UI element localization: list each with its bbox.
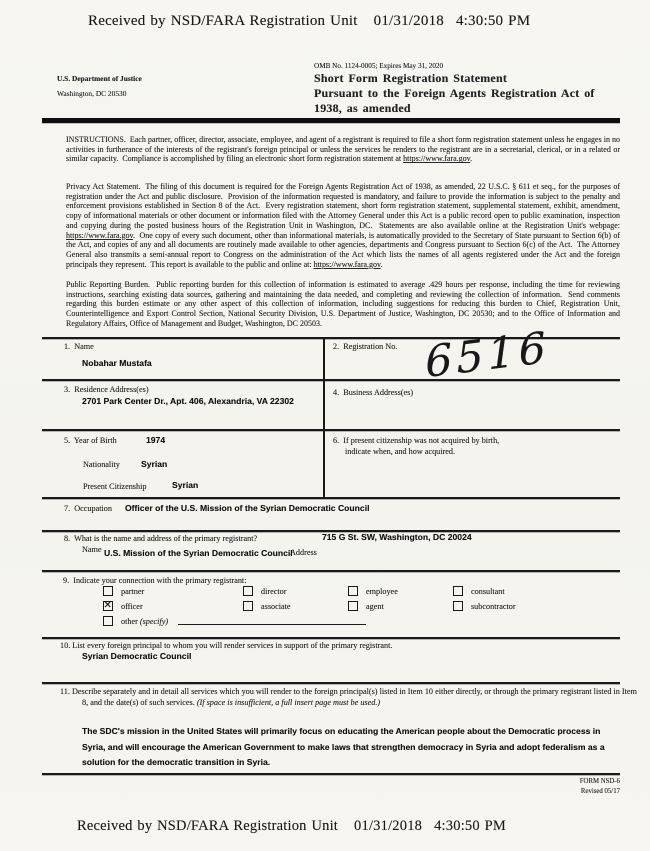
partner-label: partner [121, 586, 145, 596]
item8-name-value: U.S. Mission of the Syrian Democratic Council [104, 548, 293, 558]
item8-name-label: Name [82, 545, 102, 554]
nationality-value: Syrian [141, 459, 168, 469]
received-time: 4:30:50 PM [455, 13, 531, 29]
agency-city: Washington, DC 20530 [57, 89, 127, 98]
citizenship-label: Present Citizenship [83, 482, 147, 491]
item5-value: 1974 [146, 435, 166, 445]
privacy-text-1: Privacy Act Statement. The filing of this document is required for the Foreign Agents Registration Act of 1938, as amended, 22 U.S.C. § 611 et seq., for the purposes of registration under the Act and public disclosure. Provision of the information requested is mandatory, and failure to provide the information is subject to the penalty and enforcement provisions established in Section 8 of the Act. Every registration statement, short form registration statement, supplemental statement, exhibit, amendment, copy of informational materials or other document or information filed with the Attorney General under this Act is a public record open to public examination, inspection and copying during the posted business hours of the Registration Unit in Washington, DC. Statements are also available online at the Registration Unit's webpage: [66, 182, 622, 230]
row-divider-6 [42, 637, 620, 639]
item11-label [60, 686, 640, 708]
privacy-text-3: . [380, 259, 383, 269]
officer-checkbox-icon[interactable] [103, 601, 113, 611]
checkbox-subcontractor[interactable] [453, 601, 516, 611]
fara-link-2[interactable]: https://www.fara.gov [66, 230, 133, 240]
agency-name: U.S. Department of Justice [57, 74, 142, 83]
subcontractor-checkbox-icon[interactable] [453, 601, 463, 611]
employee-label: employee [366, 586, 398, 596]
item11-label-italic: (If space is insufficient, a full insert page must be used.) [196, 698, 381, 707]
checkbox-other[interactable] [103, 616, 366, 626]
header-rule [42, 118, 620, 123]
item1-value: Nobahar Mustafa [82, 358, 152, 368]
privacy-paragraph [66, 182, 620, 269]
form-title-line1: Short Form Registration Statement [314, 71, 508, 85]
row-divider-2 [42, 429, 620, 431]
connection-options [103, 586, 613, 634]
table-bottom-rule [42, 773, 620, 775]
item11-value: The SDC's mission in the United States will primarily focus on educating the American people about the Democratic process in Syria, and will encourage the American Government to make laws that strengthen democracy in Syria and adopt federalism as a solution for the democratic transition in Syria. [82, 726, 605, 767]
row-divider-7 [42, 682, 620, 684]
consultant-label: consultant [471, 586, 505, 596]
item6-label-line1: 6. If present citizenship was not acquired by birth, [333, 436, 500, 445]
item4-label: 4. Business Address(es) [333, 388, 414, 397]
item8-address-value: 715 G St. SW, Washington, DC 20024 [322, 532, 472, 542]
received-date: 01/31/2018 [373, 13, 444, 29]
employee-checkbox-icon[interactable] [348, 586, 358, 596]
form-title-line3: 1938, as amended [314, 101, 411, 115]
officer-label: officer [121, 601, 143, 611]
column-divider [323, 337, 325, 497]
checkbox-agent[interactable] [348, 601, 384, 611]
director-checkbox-icon[interactable] [243, 586, 253, 596]
other-checkbox-icon[interactable] [103, 616, 113, 626]
received-time-bottom: 4:30:50 PM [434, 818, 506, 834]
form-title-line2: Pursuant to the Foreign Agents Registration Act of [314, 86, 595, 100]
director-label: director [261, 586, 287, 596]
form-revision: Revised 05/17 [580, 787, 620, 795]
checkbox-employee[interactable] [348, 586, 398, 596]
item11-label-main: 11. Describe separately and in detail all services which you will render to the foreign principal(s) listed in Item 10 either directly, or through the primary registrant listed in Item 8, and the date(s) of such services. [60, 687, 637, 707]
item3-label: 3. Residence Address(es) [64, 385, 149, 394]
item7-value: Officer of the U.S. Mission of the Syrian Democratic Council [125, 503, 370, 513]
checkbox-officer[interactable] [103, 601, 143, 611]
partner-checkbox-icon[interactable] [103, 586, 113, 596]
row-divider-3 [42, 497, 620, 499]
other-label: other (specify) [121, 616, 169, 626]
registration-number-handwritten: 6516 [424, 322, 552, 389]
form-title [314, 71, 634, 116]
row-divider-5 [42, 570, 620, 572]
checkbox-director[interactable] [243, 586, 286, 596]
item2-label: 2. Registration No. [333, 342, 398, 351]
citizenship-value: Syrian [172, 480, 199, 490]
row-divider-1 [42, 379, 620, 381]
associate-label: associate [261, 601, 291, 611]
fara-link-3[interactable]: https://www.fara.gov [313, 259, 381, 269]
privacy-text-2: . One copy of every such document, other than informational materials, is automatically provided to the Secretary of State pursuant to Section 6(b) of the Act, and copies of any and all documents are routinely made available to other agencies, departments and Congress pursuant to Section 6(c) of the Act. The Attorney General also transmits a semi-annual report to Congress on the administration of the Act which lists the names of all agents registered under the Act and the foreign principals they represent. This report is available to the public and online at: [66, 230, 622, 269]
item5-label: 5. Year of Birth [64, 436, 117, 445]
subcontractor-label: subcontractor [471, 601, 516, 611]
agent-checkbox-icon[interactable] [348, 601, 358, 611]
instructions-text: INSTRUCTIONS. Each partner, officer, director, associate, employee, and agent of a registrant is required to file a short form registration statement unless he engages in no activities in furtherance of the interests of the registrant's foreign principal or unless the services he renders to the registrant are in a secretarial, clerical, or in a related or similar capacity. Compliance is accomplished by filing an electronic short form registration statement at [66, 135, 622, 164]
item6-label-line2: indicate when, and how acquired. [345, 447, 456, 456]
checkbox-partner[interactable] [103, 586, 144, 596]
other-specify-line[interactable] [178, 617, 366, 625]
agent-label: agent [366, 601, 384, 611]
item10-value: Syrian Democratic Council [82, 651, 192, 661]
item8-label: 8. What is the name and address of the primary registrant? [64, 534, 258, 543]
checkbox-associate[interactable] [243, 601, 291, 611]
associate-checkbox-icon[interactable] [243, 601, 253, 611]
form-footer [580, 777, 620, 796]
received-banner-top [88, 13, 530, 30]
nationality-label: Nationality [83, 460, 120, 469]
received-label-bottom: Received by NSD/FARA Registration Unit [77, 818, 339, 834]
item7-label: 7. Occupation [64, 504, 112, 513]
omb-line: OMB No. 1124-0005; Expires May 31, 2020 [314, 62, 444, 70]
burden-paragraph: Public Reporting Burden. Public reporting burden for this collection of information is estimated to average .429 hours per response, including the time for reviewing instructions, searching existing data sources, gathering and maintaining the data needed, and completing and reviewing the collection of information. Send comments regarding this burden estimate or any other aspect of this collection of information, including suggestions for reducing this burden to Chief, Registration Unit, Counterintelligence and Export Control Section, National Security Division, U.S. Department of Justice, Washington, DC 20530; and to the Office of Information and Regulatory Affairs, Office of Management and Budget, Washington, DC 20503. [66, 280, 622, 328]
item3-value: 2701 Park Center Dr., Apt. 406, Alexandria, VA 22302 [82, 396, 294, 406]
item10-label: 10. List every foreign principal to whom you will render services in support of the primary registrant. [60, 641, 393, 650]
received-banner-bottom [77, 818, 506, 835]
item9-label: 9. Indicate your connection with the primary registrant: [63, 576, 247, 585]
item1-label: 1. Name [64, 342, 94, 351]
fara-link[interactable]: https://www.fara.gov [403, 154, 471, 164]
item8-address-label: Address [290, 548, 317, 557]
consultant-checkbox-icon[interactable] [453, 586, 463, 596]
received-date-bottom: 01/31/2018 [354, 818, 423, 834]
other-specify-label: (specify) [139, 616, 169, 626]
checkbox-consultant[interactable] [453, 586, 505, 596]
instructions-period: . [470, 154, 473, 164]
form-number: FORM NSD-6 [579, 778, 620, 785]
instructions-paragraph [66, 135, 620, 164]
received-label: Received by NSD/FARA Registration Unit [88, 13, 358, 29]
